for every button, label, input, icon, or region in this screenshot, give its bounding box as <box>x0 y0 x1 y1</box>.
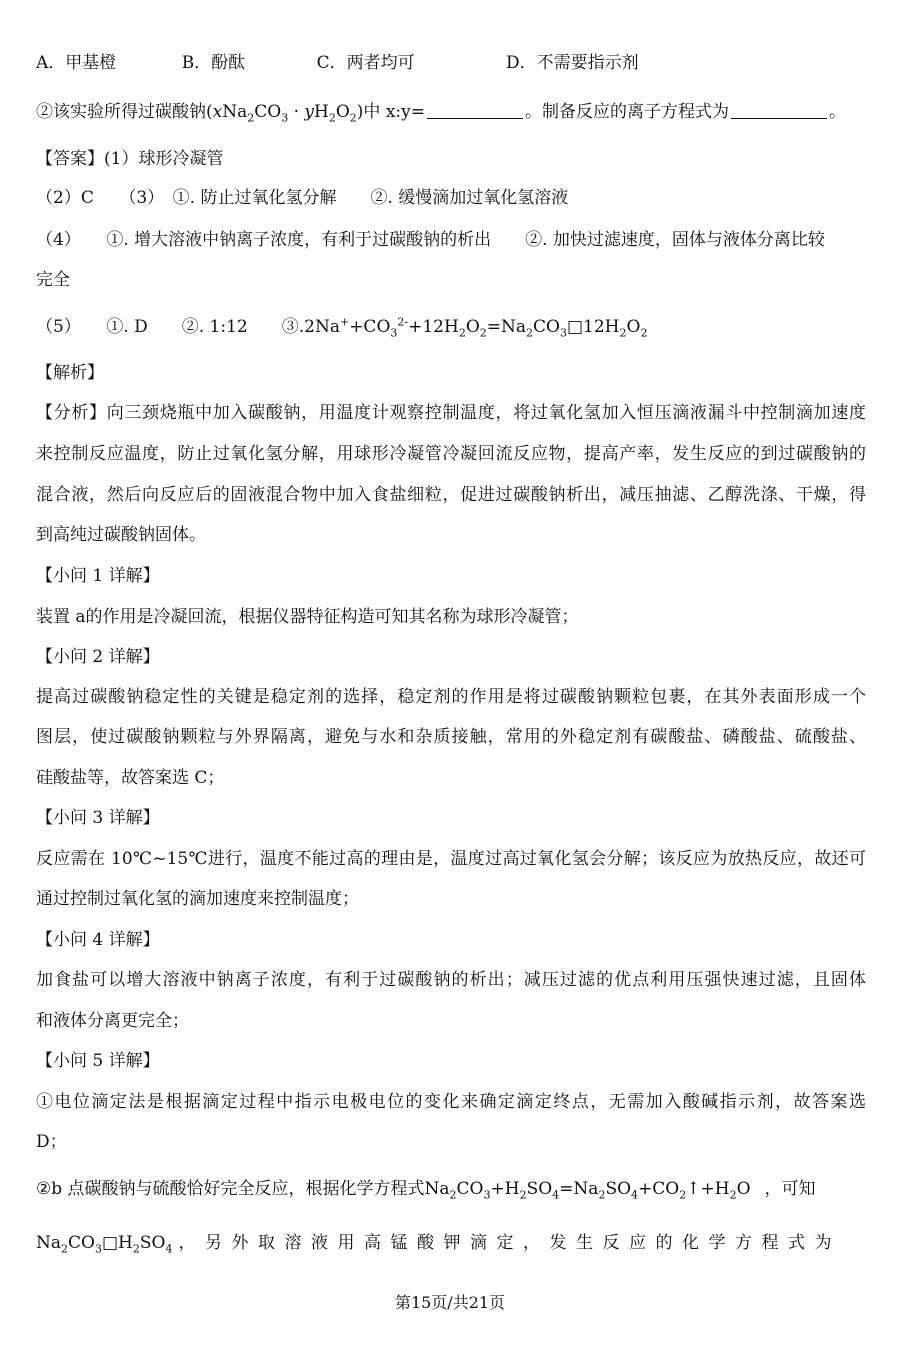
sub4-line-1: 加食盐可以增大溶液中钠离子浓度，有利于过碳酸钠的析出；减压过滤的优点利用压强快速过滤，且固体 <box>36 970 866 990</box>
sub2-line-2: 图层，使过碳酸钠颗粒与外界隔离，避免与水和杂质接触，常用的外稳定剂有碳酸盐、磷酸盐、硫酸盐、 <box>36 727 866 747</box>
q2-text-c: 。制备反应的离子方程式为 <box>525 102 729 122</box>
analysis-line-1: 【分析】向三颈烧瓶中加入碳酸钠，用温度计观察控制温度，将过氧化氢加入恒压滴液漏斗中控制滴加速度 <box>36 403 866 423</box>
sub3-line-1: 反应需在 10℃~15℃进行，温度不能过高的理由是，温度过高过氧化氢会分解；该反应为放热反应，故还可 <box>36 849 866 869</box>
analysis-line-2: 来控制反应温度，防止过氧化氢分解，用球形冷凝管冷凝回流反应物，提高产率，发生反应的到过碳酸钠的 <box>36 444 866 464</box>
option-b: B．酚酞 <box>181 53 246 73</box>
answer-4: （4） ①. 增大溶液中钠离子浓度，有利于过碳酸钠的析出 ②. 加快过滤速度，固体与液体分离比较 <box>36 230 825 250</box>
sub5-line-4 <box>36 1232 841 1254</box>
sub2-heading: 【小问 2 详解】 <box>36 647 160 667</box>
question-2-line <box>36 101 846 123</box>
sub5-line-3 <box>36 1178 816 1200</box>
sub4-line-2: 和液体分离更完全； <box>36 1011 189 1031</box>
ionic-equation: $2Na^++CO_3^{2-}+12H_2O_2=Na_2CO_3□12H_2O_2$ <box>304 315 648 340</box>
sub5-line-3-text: ②b 点碳酸钠与硫酸恰好完全反应，根据化学方程式 <box>36 1179 425 1199</box>
page-footer: 第15页/共21页 <box>394 1293 506 1312</box>
answer-4-cont: 完全 <box>36 270 70 290</box>
option-a: A．甲基橙 <box>36 53 117 73</box>
sub3-heading: 【小问 3 详解】 <box>36 808 160 828</box>
sub4-heading: 【小问 4 详解】 <box>36 930 160 950</box>
jiexi-heading: 【解析】 <box>36 363 104 383</box>
formula-xy: $xNa_2CO_3 \cdot yH_2O_2$ <box>212 102 357 125</box>
sub1-heading: 【小问 1 详解】 <box>36 566 160 586</box>
analysis-line-3: 混合液，然后向反应后的固液混合物中加入食盐细粒，促进过碳酸钠析出，减压抽滤、乙醇洗涤、干燥，得 <box>36 485 866 505</box>
sub5-line-3-tail: ，可知 <box>764 1179 816 1199</box>
answer-5-text: （5） ①. D ②. 1:12 ③. <box>36 317 305 337</box>
answer-5 <box>36 316 647 338</box>
sub2-line-3: 硅酸盐等，故答案选 C； <box>36 768 225 788</box>
chemical-equation-1: $Na_2CO_3+H_2SO_4=Na_2SO_4+CO_2↑+H_2O$ <box>424 1179 751 1202</box>
answer-blank-1 <box>427 102 523 119</box>
option-d: D．不需要指示剂 <box>506 53 639 73</box>
analysis-line-4: 到高纯过碳酸钠固体。 <box>36 525 206 545</box>
sub3-line-2: 通过控制过氧化氢的滴加速度来控制温度； <box>36 889 359 909</box>
sub5-heading: 【小问 5 详解】 <box>36 1051 160 1071</box>
sub2-line-1: 提高过碳酸钠稳定性的关键是稳定剂的选择，稳定剂的作用是将过碳酸钠颗粒包裹，在其外表面形成一个 <box>36 687 866 707</box>
answer-blank-2 <box>731 102 827 119</box>
option-c: C．两者均可 <box>316 53 415 73</box>
ratio-formula: $Na_2CO_3□H_2SO_4$ <box>36 1233 173 1256</box>
sub1-text: 装置 a的作用是冷凝回流，根据仪器特征构造可知其名称为球形冷凝管； <box>36 607 579 627</box>
q2-text-a: ②该实验所得过碳酸钠( <box>36 102 213 122</box>
sub5-line-2: D； <box>36 1132 67 1152</box>
answer-1: 【答案】(1）球形冷凝管 <box>36 149 224 169</box>
q2-text-d: 。 <box>829 102 846 122</box>
sub5-line-1: ①电位滴定法是根据滴定过程中指示电极电位的变化来确定滴定终点，无需加入酸碱指示剂，故答案选 <box>36 1092 866 1112</box>
q2-text-b: )中 x:y= <box>356 102 425 122</box>
sub5-line-4-text: ，另外取溶液用高锰酸钾滴定，发生反应的化学方程式为 <box>178 1233 841 1253</box>
options-line <box>36 52 639 74</box>
answer-2-3: （2）C （3） ①. 防止过氧化氢分解 ②. 缓慢滴加过氧化氢溶液 <box>36 188 569 208</box>
